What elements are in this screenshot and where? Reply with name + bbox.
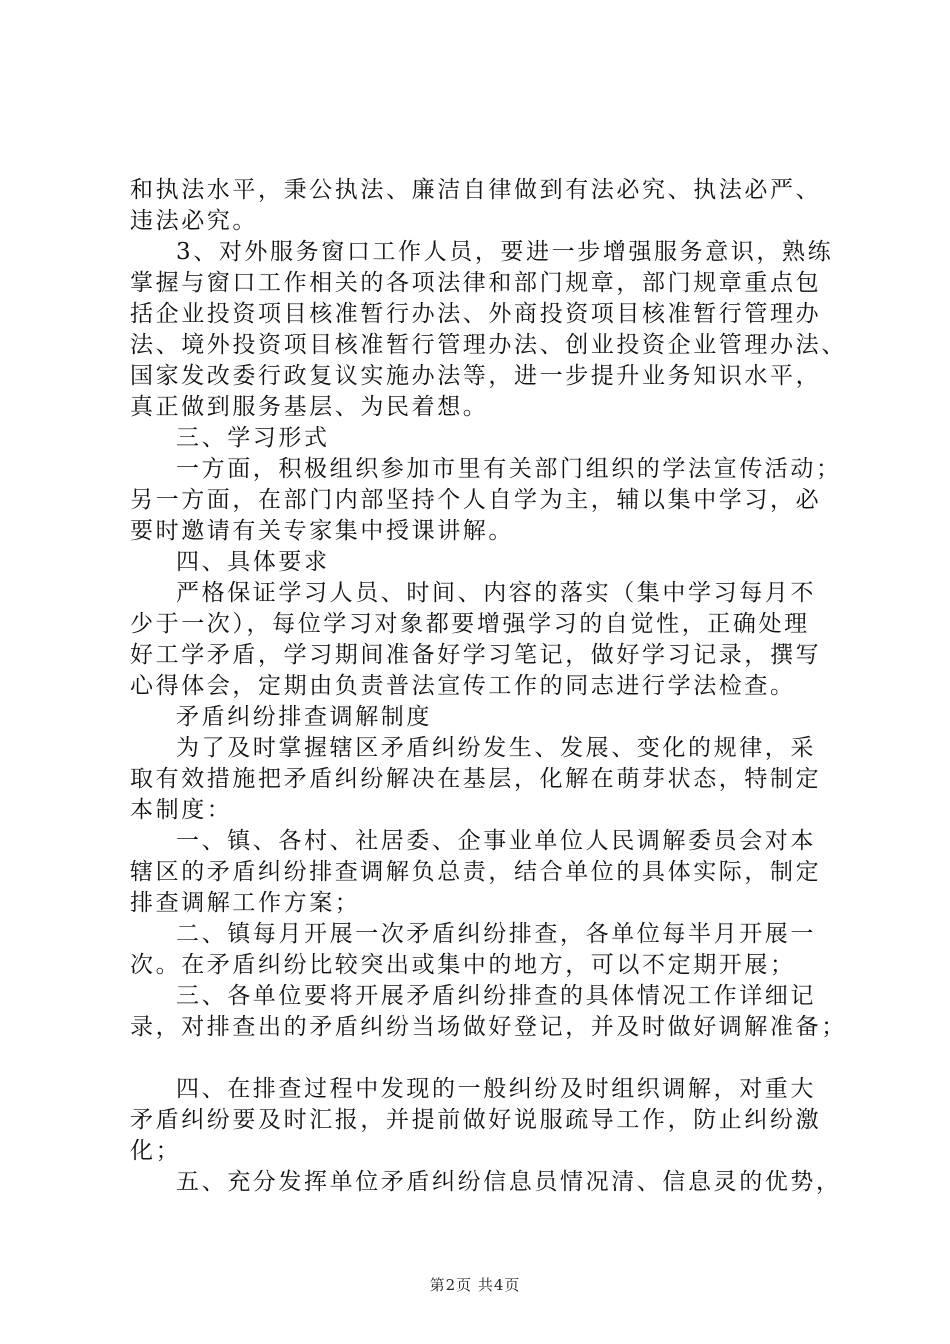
paragraph-line: 二、镇每月开展一次矛盾纠纷排查，各单位每半月开展一 [176, 921, 816, 947]
paragraph-line: 心得体会，定期由负责普法宣传工作的同志进行学法检查。 [130, 673, 796, 699]
paragraph-line: 一方面，积极组织参加市里有关部门组织的学法宣传活动； [176, 456, 842, 482]
paragraph-line: 法、境外投资项目核准暂行管理办法、创业投资企业管理办法、 [130, 332, 847, 358]
paragraph-line: 取有效措施把矛盾纠纷解决在基层，化解在萌芽状态，特制定 [130, 766, 822, 792]
paragraph-line: 少于一次），每位学习对象都要增强学习的自觉性，正确处理 [130, 611, 810, 637]
paragraph-line: 矛盾纠纷要及时汇报，并提前做好说服疏导工作，防止纠纷激 [130, 1107, 822, 1133]
paragraph-line: 要时邀请有关专家集中授课讲解。 [130, 518, 514, 544]
paragraph-line: 严格保证学习人员、时间、内容的落实（集中学习每月不 [176, 580, 816, 606]
page-number-footer: 第2页 共4页 [429, 1276, 521, 1294]
paragraph-line: 好工学矛盾，学习期间准备好学习笔记，做好学习记录，撰写 [130, 642, 822, 668]
paragraph-line: 五、充分发挥单位矛盾纠纷信息员情况清、信息灵的优势， [176, 1169, 842, 1195]
section-heading: 四、具体要求 [176, 549, 330, 575]
paragraph-line: 国家发改委行政复议实施办法等，进一步提升业务知识水平， [130, 363, 822, 389]
paragraph-line: 另一方面，在部门内部坚持个人自学为主，辅以集中学习，必 [130, 487, 822, 513]
paragraph-line: 为了及时掌握辖区矛盾纠纷发生、发展、变化的规律，采 [176, 735, 816, 761]
paragraph-line: 四、在排查过程中发现的一般纠纷及时组织调解，对重大 [176, 1076, 816, 1102]
section-heading: 三、学习形式 [176, 425, 330, 451]
paragraph-line: 3、对外服务窗口工作人员，要进一步增强服务意识，熟练 [176, 239, 834, 265]
paragraph-line: 化； [130, 1138, 182, 1164]
paragraph-line: 辖区的矛盾纠纷排查调解负总责，结合单位的具体实际，制定 [130, 859, 822, 885]
paragraph-line: 掌握与窗口工作相关的各项法律和部门规章，部门规章重点包 [130, 270, 822, 296]
paragraph-line: 括企业投资项目核准暂行办法、外商投资项目核准暂行管理办 [130, 301, 822, 327]
paragraph-line: 次。在矛盾纠纷比较突出或集中的地方，可以不定期开展； [130, 952, 796, 978]
paragraph-line: 三、各单位要将开展矛盾纠纷排查的具体情况工作详细记 [176, 983, 816, 1009]
paragraph-line: 真正做到服务基层、为民着想。 [130, 394, 489, 420]
paragraph-line: 违法必究。 [130, 208, 258, 234]
paragraph-line: 排查调解工作方案； [130, 890, 361, 916]
paragraph-line: 一、镇、各村、社居委、企事业单位人民调解委员会对本 [176, 828, 816, 854]
section-heading: 矛盾纠纷排查调解制度 [176, 704, 432, 730]
paragraph-line: 录，对排查出的矛盾纠纷当场做好登记，并及时做好调解准备； [130, 1014, 847, 1040]
paragraph-line: 和执法水平，秉公执法、廉洁自律做到有法必究、执法必严、 [130, 177, 822, 203]
paragraph-line: 本制度： [130, 797, 233, 823]
